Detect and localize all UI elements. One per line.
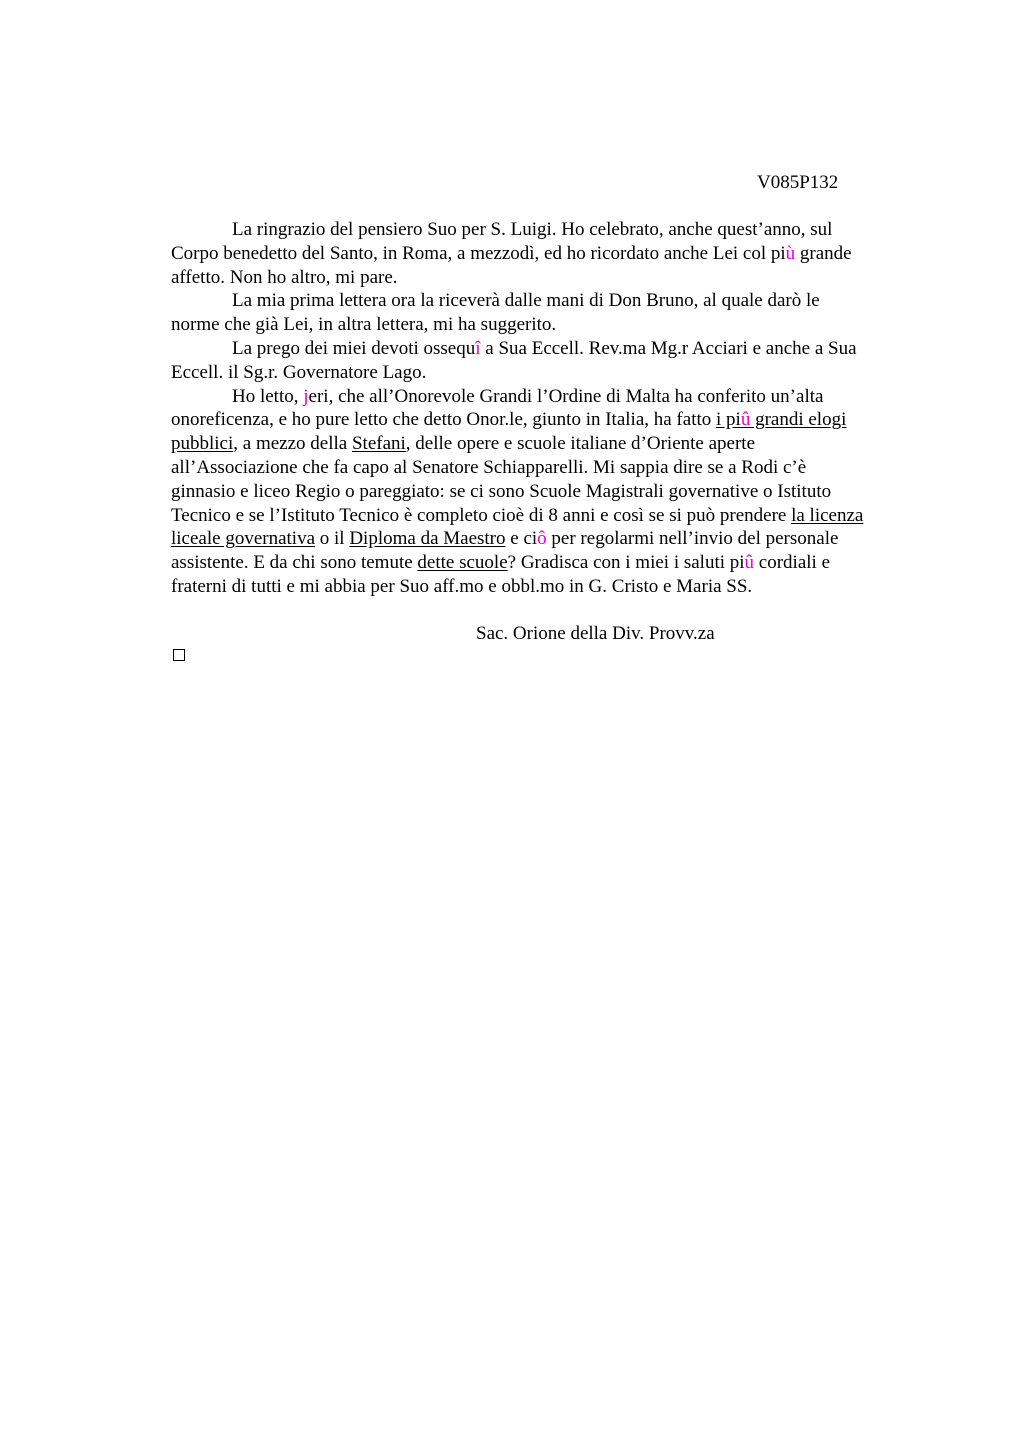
signature: Sac. Orione della Div. Provv.za <box>476 623 715 644</box>
text-run: ? Gradisca con i miei i saluti pi <box>507 552 745 574</box>
letter-body <box>171 218 941 599</box>
paragraph-4-line-9 <box>171 575 941 599</box>
underlined-phrase: Diploma da Maestro <box>349 528 506 550</box>
underlined-phrase: Stefani <box>351 433 406 455</box>
paragraph-3-line-2 <box>171 361 941 385</box>
text-run: a Sua Eccell. Rev.ma Mg.r Acciari e anche a Sua <box>480 337 857 359</box>
text-run: affetto. Non ho altro, mi pare. <box>171 266 398 288</box>
text-run: , delle opere e scuole italiane d’Oriente aperte <box>405 433 756 455</box>
paragraph-1-line-1 <box>171 218 941 242</box>
paragraph-4-line-5 <box>171 480 941 504</box>
text-run: grande <box>795 242 852 264</box>
highlighted-char: ù <box>785 242 796 264</box>
text-run: La mia prima lettera ora la riceverà dalle mani di Don Bruno, al quale darò le <box>232 290 820 312</box>
text-run: La ringrazio del pensiero Suo per S. Luigi. Ho celebrato, anche quest’anno, sul <box>232 219 833 240</box>
highlighted-char: û <box>744 552 755 574</box>
paragraph-4-line-6 <box>171 504 941 528</box>
text-run: Tecnico e se l’Istituto Tecnico è completo cioè di 8 anni e così se si può prendere <box>171 504 792 526</box>
text-run: eri, che all’Onorevole Grandi l’Ordine di Malta ha conferito un’alta <box>308 385 824 407</box>
empty-square-icon <box>173 649 185 661</box>
underlined-phrase: dette scuole <box>417 552 508 574</box>
text-run: Ho letto, <box>232 385 304 407</box>
text-run: La prego dei miei devoti ossequ <box>232 337 476 359</box>
paragraph-1-line-3 <box>171 266 941 290</box>
reference-code: V085P132 <box>757 172 839 193</box>
text-run: Corpo benedetto del Santo, in Roma, a mezzodì, ed ho ricordato anche Lei col pi <box>171 242 786 264</box>
underlined-phrase: liceale governativa <box>171 528 316 550</box>
text-run: ginnasio e liceo Regio o pareggiato: se ci sono Scuole Magistrali governative o Istituto <box>171 480 832 502</box>
underlined-phrase: la licenza <box>791 504 864 526</box>
paragraph-2-line-2 <box>171 313 941 337</box>
text-run: e ci <box>505 528 538 550</box>
paragraph-1-line-2 <box>171 242 941 266</box>
text-run: grandi elogi <box>750 409 847 431</box>
paragraph-4-line-1 <box>171 385 941 409</box>
paragraph-4-line-2 <box>171 408 941 432</box>
paragraph-4-line-4 <box>171 456 941 480</box>
paragraph-4-line-3 <box>171 432 941 456</box>
text-run: per regolarmi nell’invio del personale <box>546 528 839 550</box>
text-run: o il <box>315 528 350 550</box>
text-run: Eccell. il Sg.r. Governatore Lago. <box>171 361 427 383</box>
text-run: cordiali e <box>754 552 831 574</box>
highlighted-char: ô <box>537 528 547 550</box>
paragraph-4-line-8 <box>171 551 941 575</box>
underlined-phrase <box>716 409 846 430</box>
text-run: assistente. E da chi sono temute <box>171 552 418 574</box>
paragraph-3-line-1 <box>171 337 941 361</box>
text-run: norme che già Lei, in altra lettera, mi ha suggerito. <box>171 314 557 336</box>
text-run: i pi <box>716 409 741 431</box>
underlined-phrase: pubblici <box>171 433 234 455</box>
text-run: all’Associazione che fa capo al Senatore Schiapparelli. Mi sappia dire se a Rodi c’è <box>171 456 807 478</box>
text-run: fraterni di tutti e mi abbia per Suo aff.mo e obbl.mo in G. Cristo e Maria SS. <box>171 575 753 597</box>
text-run: , a mezzo della <box>233 433 352 455</box>
highlighted-char: î <box>475 337 481 359</box>
paragraph-4-line-7 <box>171 527 941 551</box>
text-run: onoreficenza, e ho pure letto che detto Onor.le, giunto in Italia, ha fatto <box>171 409 716 431</box>
highlighted-char: j <box>303 385 309 407</box>
highlighted-char: û <box>740 409 751 431</box>
paragraph-2-line-1 <box>171 289 941 313</box>
